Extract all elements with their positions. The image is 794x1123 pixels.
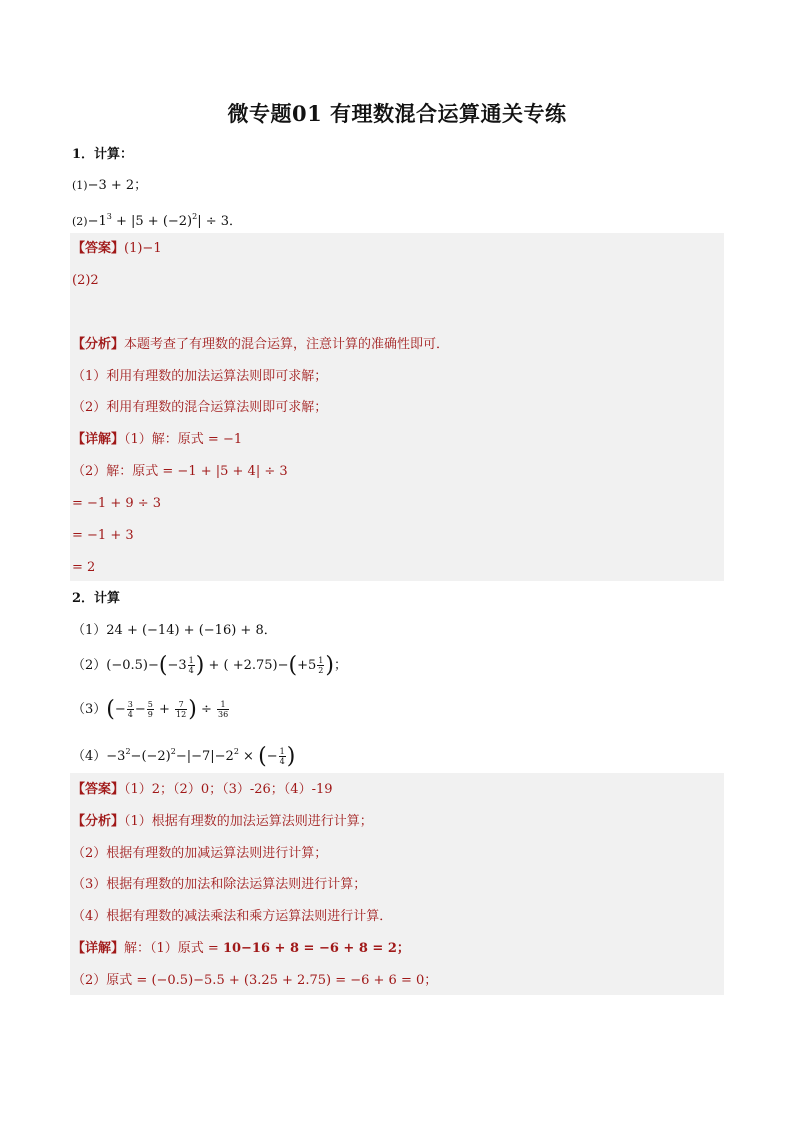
q1-part2 (72, 208, 242, 231)
q1-part2-exp2: 2 (192, 212, 198, 221)
frac-den: 4 (127, 710, 133, 719)
q2-part3-sign: − (114, 702, 126, 717)
q2-detail-1b: 10−16 + 8 = −6 + 8 = 2； (222, 941, 410, 956)
q1-part2-b: + |5 + (−2) (111, 214, 193, 229)
q2-part2 (72, 653, 347, 678)
frac-num: 1 (279, 747, 285, 756)
q1-detail (72, 431, 242, 449)
q2-part3-frac-2 (147, 700, 154, 719)
q2-part2-a: (−0.5)− (106, 658, 159, 673)
q2-detail-2b: (−0.5)−5.5 + (3.25 + 2.75) = −6 + 6 = 0； (151, 973, 438, 988)
q1-analysis-tag: 【分析】 (72, 337, 125, 352)
q1-detail-5: = 2 (72, 560, 96, 575)
q1-part1 (72, 177, 147, 195)
q2-stem: 2．计算 (72, 591, 121, 606)
paren-open-icon: ( (106, 697, 115, 722)
q2-analysis-tag: 【分析】 (72, 814, 125, 829)
q1-part1-label: (1) (72, 179, 88, 192)
q1-detail-3: = −1 + 9 ÷ 3 (72, 496, 162, 511)
q2-part4-label: （4） (72, 749, 107, 764)
q1-part1-expr: −3 + 2； (87, 178, 148, 193)
q2-part3-op1: − (134, 702, 146, 717)
q2-part4-e3: 2 (233, 747, 239, 756)
q1-part2-label: (2) (72, 215, 88, 228)
q2-answer (72, 781, 333, 799)
q2-part2-b-pre: −3 (167, 658, 187, 673)
q2-part3-op2: + (154, 702, 175, 717)
paren-open-icon: ( (288, 653, 298, 678)
q2-part4-b: −(−2) (130, 749, 171, 764)
q1-part2-c: | ÷ 3． (197, 214, 243, 229)
q2-part3-frac-3 (175, 700, 187, 719)
q2-part4-frac (279, 747, 286, 766)
page-title: 微专题01 有理数混合运算通关专练 (227, 101, 567, 126)
frac-num: 1 (318, 656, 324, 665)
paren-open-icon: ( (158, 653, 168, 678)
q1-detail-2: （2）解：原式 = −1 + |5 + 4| ÷ 3 (72, 464, 288, 479)
q2-part3 (72, 697, 230, 722)
q2-part2-c: + ( +2.75)− (204, 658, 289, 673)
frac-num: 5 (147, 700, 153, 709)
paren-open-icon: ( (258, 744, 267, 769)
q2-part2-d-pre: +5 (297, 658, 317, 673)
frac-num: 3 (127, 700, 133, 709)
q1-answer-1: (1)−1 (124, 241, 162, 256)
q2-part2-label: （2） (72, 658, 107, 673)
q2-part4-e2: 2 (170, 747, 176, 756)
paren-close-icon: ) (195, 653, 205, 678)
q2-part3-label: （3） (72, 702, 107, 717)
q2-analysis-1: （1）根据有理数的加法运算法则进行计算； (124, 814, 373, 829)
frac-den: 12 (176, 710, 187, 719)
q2-analysis-3: （3）根据有理数的加法和除法运算法则进行计算； (72, 877, 367, 892)
q2-part4-a: −3 (106, 749, 126, 764)
q2-analysis-2: （2）根据有理数的加减运算法则进行计算； (72, 846, 328, 861)
paren-close-icon: ) (325, 653, 334, 678)
q2-part4-sign: − (266, 749, 278, 764)
q1-analysis-text: 本题考查了有理数的混合运算，注意计算的准确性即可． (124, 337, 450, 352)
q2-part3-frac-1 (127, 700, 134, 719)
q1-part2-exp3: 3 (106, 212, 112, 221)
q1-detail-4: = −1 + 3 (72, 528, 134, 543)
q1-answer (72, 240, 162, 258)
q1-stem: 1．计算： (72, 147, 134, 162)
q2-part3-frac-4 (217, 700, 229, 719)
q1-answer-tag: 【答案】 (72, 241, 125, 256)
frac-num: 7 (175, 700, 187, 710)
q2-part2-end: ； (333, 658, 347, 673)
q2-analysis-4: （4）根据有理数的减法乘法和乘方运算法则进行计算． (72, 909, 393, 924)
q2-answer-tag: 【答案】 (72, 782, 125, 797)
q1-detail-tag: 【详解】 (72, 432, 125, 447)
q2-answer-text: （1）2；（2）0；（3）-26；（4）-19 (124, 782, 333, 797)
q2-analysis (72, 813, 373, 831)
q2-detail-1a: 解：（1）原式 = (124, 941, 223, 956)
frac-num: 1 (217, 700, 229, 710)
q2-part2-frac-2 (317, 656, 324, 675)
q2-detail (72, 940, 410, 958)
q2-part4-d: × (238, 749, 259, 764)
q2-detail-2 (72, 972, 437, 990)
paren-close-icon: ) (188, 697, 197, 722)
q1-detail-1: （1）解：原式 = −1 (124, 432, 243, 447)
frac-den: 4 (279, 757, 285, 766)
q2-part4-c: −|−7|−2 (175, 749, 234, 764)
paren-close-icon: ) (286, 744, 296, 769)
q1-part2-a: −1 (87, 214, 107, 229)
q1-analysis-1: （1）利用有理数的加法运算法则即可求解； (72, 369, 328, 384)
q2-detail-2a: （2）原式 = (72, 973, 152, 988)
q2-part4-e1: 2 (125, 747, 131, 756)
q1-analysis (72, 336, 449, 354)
frac-den: 36 (218, 710, 229, 719)
q2-part4 (72, 743, 296, 769)
q2-part3-div: ÷ (196, 702, 216, 717)
q1-answer-2: (2)2 (72, 273, 99, 288)
q1-analysis-2: （2）利用有理数的混合运算法则即可求解； (72, 400, 328, 415)
q2-part1: （1）24 + (−14) + (−16) + 8． (72, 623, 277, 638)
q2-detail-tag: 【详解】 (72, 941, 125, 956)
q2-part2-frac-1 (188, 656, 195, 675)
frac-den: 4 (188, 666, 194, 675)
frac-num: 1 (188, 656, 194, 665)
frac-den: 2 (318, 666, 324, 675)
frac-den: 9 (147, 710, 153, 719)
